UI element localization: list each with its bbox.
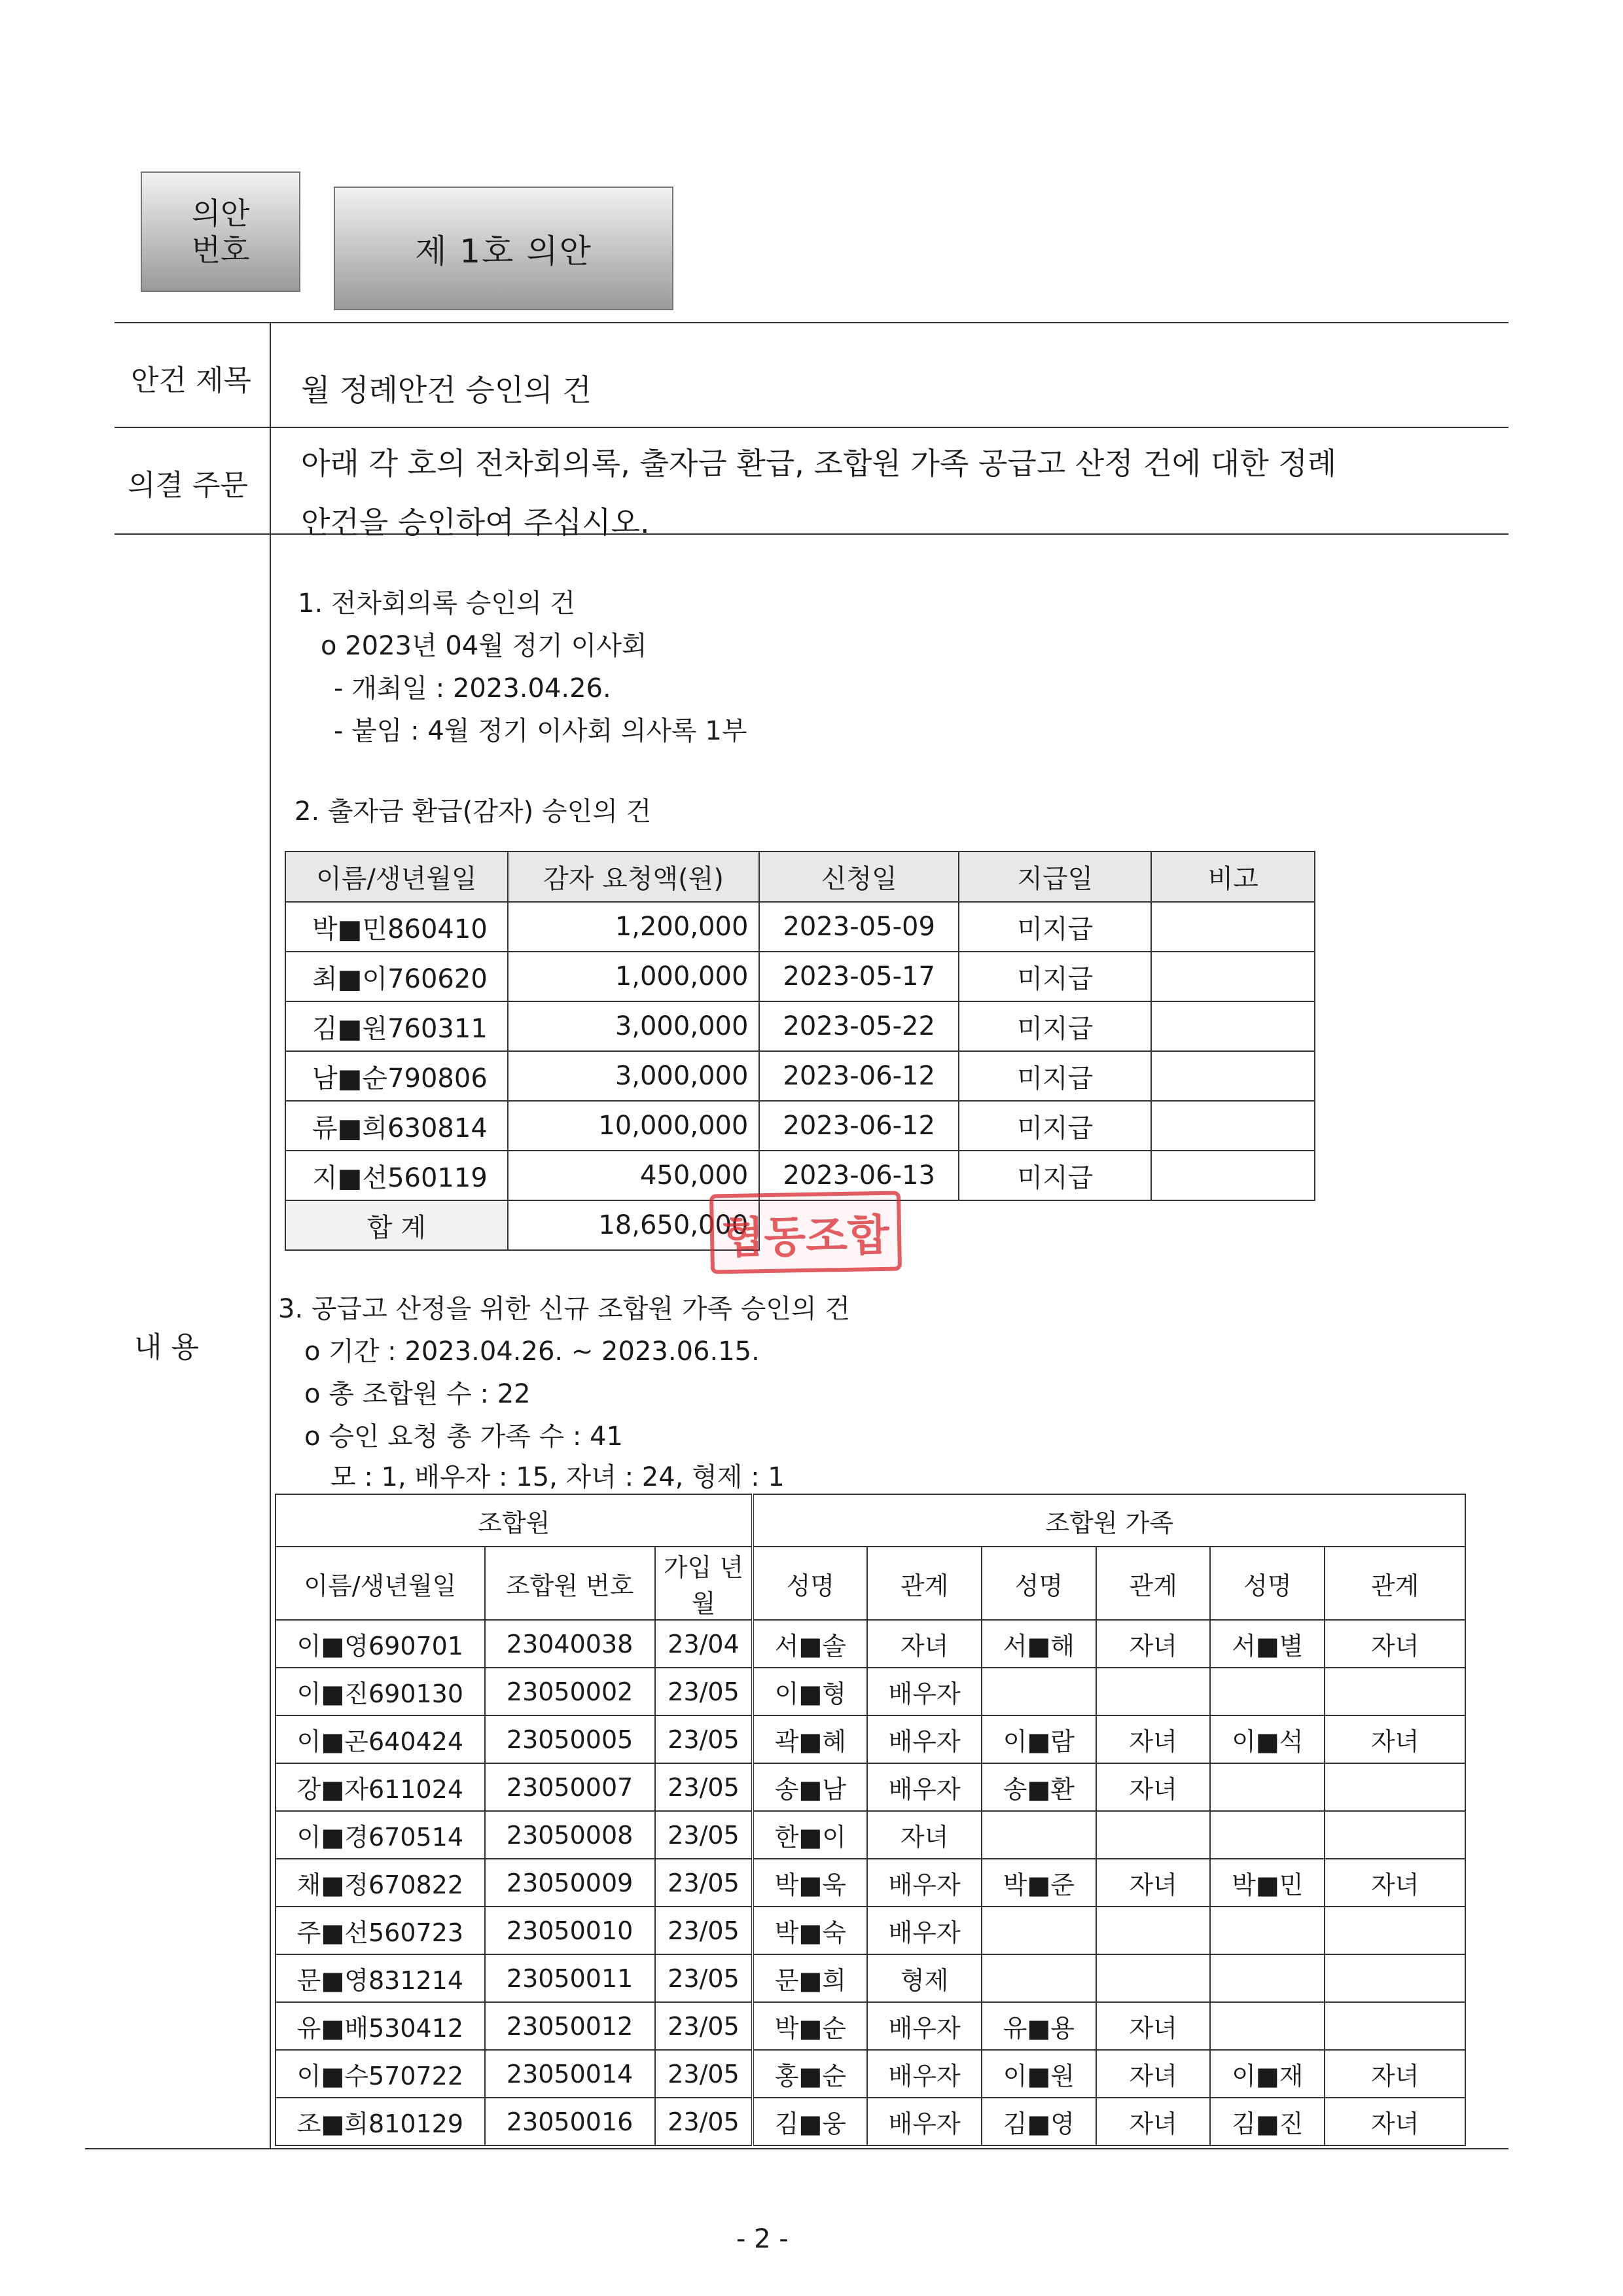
- content-label: 내 용: [134, 1331, 199, 1364]
- column-header: 감자 요청액(원): [508, 852, 760, 902]
- column-header: 이름/생년월일: [285, 852, 508, 902]
- column-header: 지급일: [959, 852, 1151, 902]
- cell-family-name: 김■진: [1210, 2098, 1325, 2145]
- cell-member-name: 이■영690701: [276, 1620, 485, 1668]
- cell-amount: 1,000,000: [508, 952, 760, 1001]
- cell-family-name: 서■해: [982, 1620, 1096, 1668]
- column-header-family-name: 성명: [753, 1547, 867, 1620]
- resolution-label: 의결 주문: [128, 469, 249, 502]
- cell-paid-status: 미지급: [959, 1101, 1151, 1151]
- cell-family-relation: [1325, 2002, 1465, 2050]
- resolution-line-2: 안건을 승인하여 주십시오.: [301, 505, 650, 540]
- cell-family-relation: [1096, 1954, 1211, 2002]
- cell-family-name: 김■웅: [753, 2098, 867, 2145]
- frame-line-2: [115, 427, 1508, 428]
- cell-family-name: [982, 1907, 1096, 1954]
- cell-family-name: [1210, 2002, 1325, 2050]
- cell-family-relation: 자녀: [1325, 2098, 1465, 2145]
- cell-member-name: 채■정670822: [276, 1859, 485, 1907]
- cell-joined: 23/05: [655, 1715, 753, 1763]
- table-row: [285, 952, 1315, 1001]
- cell-family-relation: 배우자: [867, 1907, 982, 1954]
- cell-member-number: 23050011: [485, 1954, 655, 2002]
- cell-family-relation: [1325, 1763, 1465, 1811]
- cell-family-relation: 자녀: [1325, 1715, 1465, 1763]
- cell-member-number: 23050008: [485, 1811, 655, 1859]
- section1-heading: 1. 전차회의록 승인의 건: [298, 588, 576, 619]
- total-value: 18,650,000: [508, 1200, 760, 1250]
- agenda-number-value-box: [334, 187, 673, 310]
- cell-joined: 23/05: [655, 1763, 753, 1811]
- cell-family-relation: 자녀: [1096, 2098, 1211, 2145]
- group-header-member: 조합원: [276, 1494, 753, 1547]
- section1-attachment: - 붙임 : 4월 정기 이사회 의사록 1부: [334, 716, 747, 746]
- cell-joined: 23/05: [655, 2050, 753, 2098]
- cell-applied-date: 2023-05-09: [759, 902, 959, 952]
- cell-family-relation: 자녀: [1325, 1620, 1465, 1668]
- section1-date: - 개최일 : 2023.04.26.: [334, 673, 611, 704]
- cell-name: 지■선560119: [285, 1151, 508, 1200]
- refund-table: [285, 851, 1315, 1251]
- cell-member-number: 23050002: [485, 1668, 655, 1715]
- cell-family-name: 유■용: [982, 2002, 1096, 2050]
- table-row: [276, 1668, 1465, 1715]
- column-header-relation: 관계: [1096, 1547, 1211, 1620]
- section3-breakdown: 모 : 1, 배우자 : 15, 자녀 : 24, 형제 : 1: [330, 1462, 785, 1492]
- section3-total-family: o 승인 요청 총 가족 수 : 41: [304, 1422, 623, 1452]
- cell-note: [1151, 1101, 1315, 1151]
- table-row: [276, 2098, 1465, 2145]
- cell-member-name: 이■수570722: [276, 2050, 485, 2098]
- frame-top-line: [115, 322, 1508, 323]
- cell-paid-status: 미지급: [959, 952, 1151, 1001]
- cell-family-relation: 배우자: [867, 2050, 982, 2098]
- table-row: [285, 1001, 1315, 1051]
- cell-family-relation: 배우자: [867, 2098, 982, 2145]
- column-header-family-name: 성명: [1210, 1547, 1325, 1620]
- cooperative-seal-stamp: [709, 1191, 902, 1274]
- cell-family-name: 박■준: [982, 1859, 1096, 1907]
- table-group-header-row: [276, 1494, 1465, 1547]
- frame-label-divider: [270, 322, 271, 2148]
- cell-family-name: [1210, 1668, 1325, 1715]
- cell-name: 남■순790806: [285, 1051, 508, 1101]
- column-header-name: 이름/생년월일: [276, 1547, 485, 1620]
- agenda-number-label-box: [141, 171, 300, 292]
- cell-family-name: 송■남: [753, 1763, 867, 1811]
- cell-paid-status: 미지급: [959, 1051, 1151, 1101]
- table-row: [285, 1051, 1315, 1101]
- cell-family-relation: 자녀: [1096, 2050, 1211, 2098]
- column-header-relation: 관계: [867, 1547, 982, 1620]
- cell-family-relation: [1096, 1668, 1211, 1715]
- cell-family-relation: [1096, 1907, 1211, 1954]
- cell-family-relation: 자녀: [1096, 1620, 1211, 1668]
- cell-family-name: 곽■혜: [753, 1715, 867, 1763]
- cell-name: 김■원760311: [285, 1001, 508, 1051]
- cell-note: [1151, 1001, 1315, 1051]
- cell-family-relation: [1325, 1954, 1465, 2002]
- table-row: [285, 1101, 1315, 1151]
- cell-family-relation: [1325, 1907, 1465, 1954]
- cell-member-number: 23050005: [485, 1715, 655, 1763]
- cell-amount: 1,200,000: [508, 902, 760, 952]
- cell-family-relation: 배우자: [867, 1668, 982, 1715]
- column-header-number: 조합원 번호: [485, 1547, 655, 1620]
- cell-member-name: 이■경670514: [276, 1811, 485, 1859]
- cell-family-name: [1210, 1811, 1325, 1859]
- cell-family-name: 박■욱: [753, 1859, 867, 1907]
- cell-family-relation: [1096, 1811, 1211, 1859]
- cell-applied-date: 2023-06-13: [759, 1151, 959, 1200]
- cell-applied-date: 2023-06-12: [759, 1101, 959, 1151]
- agenda-number-label-line2: 번호: [191, 232, 250, 268]
- cell-family-name: [982, 1811, 1096, 1859]
- section3-heading: 3. 공급고 산정을 위한 신규 조합원 가족 승인의 건: [278, 1294, 851, 1324]
- agenda-number-label-line1: 의안: [191, 196, 250, 231]
- cell-family-name: 한■이: [753, 1811, 867, 1859]
- cell-member-number: 23050012: [485, 2002, 655, 2050]
- cell-amount: 3,000,000: [508, 1051, 760, 1101]
- table-row: [276, 1620, 1465, 1668]
- table-row: [276, 1859, 1465, 1907]
- cell-family-name: 박■순: [753, 2002, 867, 2050]
- cell-family-relation: 배우자: [867, 1859, 982, 1907]
- cell-paid-status: 미지급: [959, 902, 1151, 952]
- cell-family-relation: 자녀: [867, 1620, 982, 1668]
- cell-member-number: 23050007: [485, 1763, 655, 1811]
- cell-family-name: 이■석: [1210, 1715, 1325, 1763]
- title-value: 월 정례안건 승인의 건: [301, 372, 592, 408]
- section3-period: o 기간 : 2023.04.26. ~ 2023.06.15.: [304, 1336, 760, 1367]
- cell-name: 박■민860410: [285, 902, 508, 952]
- table-header-row: [285, 852, 1315, 902]
- cell-joined: 23/05: [655, 1859, 753, 1907]
- cell-applied-date: 2023-05-22: [759, 1001, 959, 1051]
- cell-joined: 23/05: [655, 1668, 753, 1715]
- cell-family-name: [1210, 1907, 1325, 1954]
- cell-paid-status: 미지급: [959, 1151, 1151, 1200]
- table-row: [276, 1715, 1465, 1763]
- cell-family-name: [982, 1668, 1096, 1715]
- column-header-family-name: 성명: [982, 1547, 1096, 1620]
- cell-member-name: 이■곤640424: [276, 1715, 485, 1763]
- cell-member-name: 강■자611024: [276, 1763, 485, 1811]
- cell-family-relation: 자녀: [1096, 1715, 1211, 1763]
- cell-family-relation: 자녀: [1096, 2002, 1211, 2050]
- cell-family-relation: 자녀: [1325, 2050, 1465, 2098]
- resolution-line-1: 아래 각 호의 전차회의록, 출자금 환급, 조합원 가족 공급고 산정 건에 대한 정례: [301, 446, 1337, 481]
- cell-applied-date: 2023-05-17: [759, 952, 959, 1001]
- cell-member-number: 23050014: [485, 2050, 655, 2098]
- cell-family-name: 서■솔: [753, 1620, 867, 1668]
- cell-member-name: 문■영831214: [276, 1954, 485, 2002]
- cell-member-number: 23050010: [485, 1907, 655, 1954]
- cell-family-name: 문■희: [753, 1954, 867, 2002]
- cell-family-name: 이■람: [982, 1715, 1096, 1763]
- cell-member-name: 유■배530412: [276, 2002, 485, 2050]
- cell-applied-date: 2023-06-12: [759, 1051, 959, 1101]
- cell-family-relation: 배우자: [867, 1715, 982, 1763]
- cell-paid-status: 미지급: [959, 1001, 1151, 1051]
- cell-family-name: 박■민: [1210, 1859, 1325, 1907]
- title-label: 안건 제목: [131, 364, 252, 397]
- cell-family-name: 서■별: [1210, 1620, 1325, 1668]
- cell-amount: 3,000,000: [508, 1001, 760, 1051]
- cell-family-name: 홍■순: [753, 2050, 867, 2098]
- page-number: - 2 -: [736, 2224, 789, 2254]
- cell-family-relation: 자녀: [867, 1811, 982, 1859]
- section1-item: o 2023년 04월 정기 이사회: [321, 631, 647, 661]
- cell-family-name: [982, 1954, 1096, 2002]
- cell-family-relation: [1325, 1811, 1465, 1859]
- cell-family-name: 이■형: [753, 1668, 867, 1715]
- cell-member-number: 23050009: [485, 1859, 655, 1907]
- cell-family-name: [1210, 1763, 1325, 1811]
- cell-note: [1151, 952, 1315, 1001]
- total-label: 합 계: [285, 1200, 508, 1250]
- cell-member-name: 조■희810129: [276, 2098, 485, 2145]
- table-row: [276, 1954, 1465, 2002]
- table-row: [276, 1907, 1465, 1954]
- family-table-body: [276, 1620, 1465, 2145]
- cell-family-relation: 형제: [867, 1954, 982, 2002]
- cell-note: [1151, 1151, 1315, 1200]
- cell-family-relation: 자녀: [1325, 1859, 1465, 1907]
- cell-amount: 10,000,000: [508, 1101, 760, 1151]
- cell-joined: 23/05: [655, 2002, 753, 2050]
- table-row: [276, 1763, 1465, 1811]
- agenda-number: 제 1호 의안: [415, 232, 592, 270]
- column-header-joined: 가입 년월: [655, 1547, 753, 1620]
- cell-member-number: 23040038: [485, 1620, 655, 1668]
- seal-text: 협동조합: [721, 1210, 890, 1263]
- cell-family-relation: 자녀: [1096, 1763, 1211, 1811]
- cell-amount: 450,000: [508, 1151, 760, 1200]
- cell-family-name: 박■숙: [753, 1907, 867, 1954]
- cell-name: 류■희630814: [285, 1101, 508, 1151]
- cell-family-name: 이■원: [982, 2050, 1096, 2098]
- table-row: [276, 2002, 1465, 2050]
- cell-family-name: 송■환: [982, 1763, 1096, 1811]
- cell-member-number: 23050016: [485, 2098, 655, 2145]
- cell-family-name: 이■재: [1210, 2050, 1325, 2098]
- cell-family-relation: 배우자: [867, 1763, 982, 1811]
- cell-joined: 23/04: [655, 1620, 753, 1668]
- cell-note: [1151, 1051, 1315, 1101]
- column-header: 비고: [1151, 852, 1315, 902]
- family-table: [275, 1494, 1466, 2146]
- cell-member-name: 주■선560723: [276, 1907, 485, 1954]
- cell-joined: 23/05: [655, 2098, 753, 2145]
- table-row: [276, 1811, 1465, 1859]
- frame-bottom-line: [85, 2148, 1508, 2149]
- section3-total-members: o 총 조합원 수 : 22: [304, 1379, 531, 1409]
- cell-note: [1151, 902, 1315, 952]
- cell-family-name: [1210, 1954, 1325, 2002]
- group-header-family: 조합원 가족: [753, 1494, 1465, 1547]
- cell-name: 최■이760620: [285, 952, 508, 1001]
- cell-family-relation: 배우자: [867, 2002, 982, 2050]
- cell-family-name: 김■영: [982, 2098, 1096, 2145]
- table-row: [285, 902, 1315, 952]
- table-header-row: [276, 1547, 1465, 1620]
- cell-joined: 23/05: [655, 1954, 753, 2002]
- cell-family-relation: [1325, 1668, 1465, 1715]
- column-header: 신청일: [759, 852, 959, 902]
- column-header-relation: 관계: [1325, 1547, 1465, 1620]
- cell-joined: 23/05: [655, 1811, 753, 1859]
- section2-heading: 2. 출자금 환급(감자) 승인의 건: [294, 797, 652, 827]
- cell-family-relation: 자녀: [1096, 1859, 1211, 1907]
- cell-joined: 23/05: [655, 1907, 753, 1954]
- cell-member-name: 이■진690130: [276, 1668, 485, 1715]
- table-row: [276, 2050, 1465, 2098]
